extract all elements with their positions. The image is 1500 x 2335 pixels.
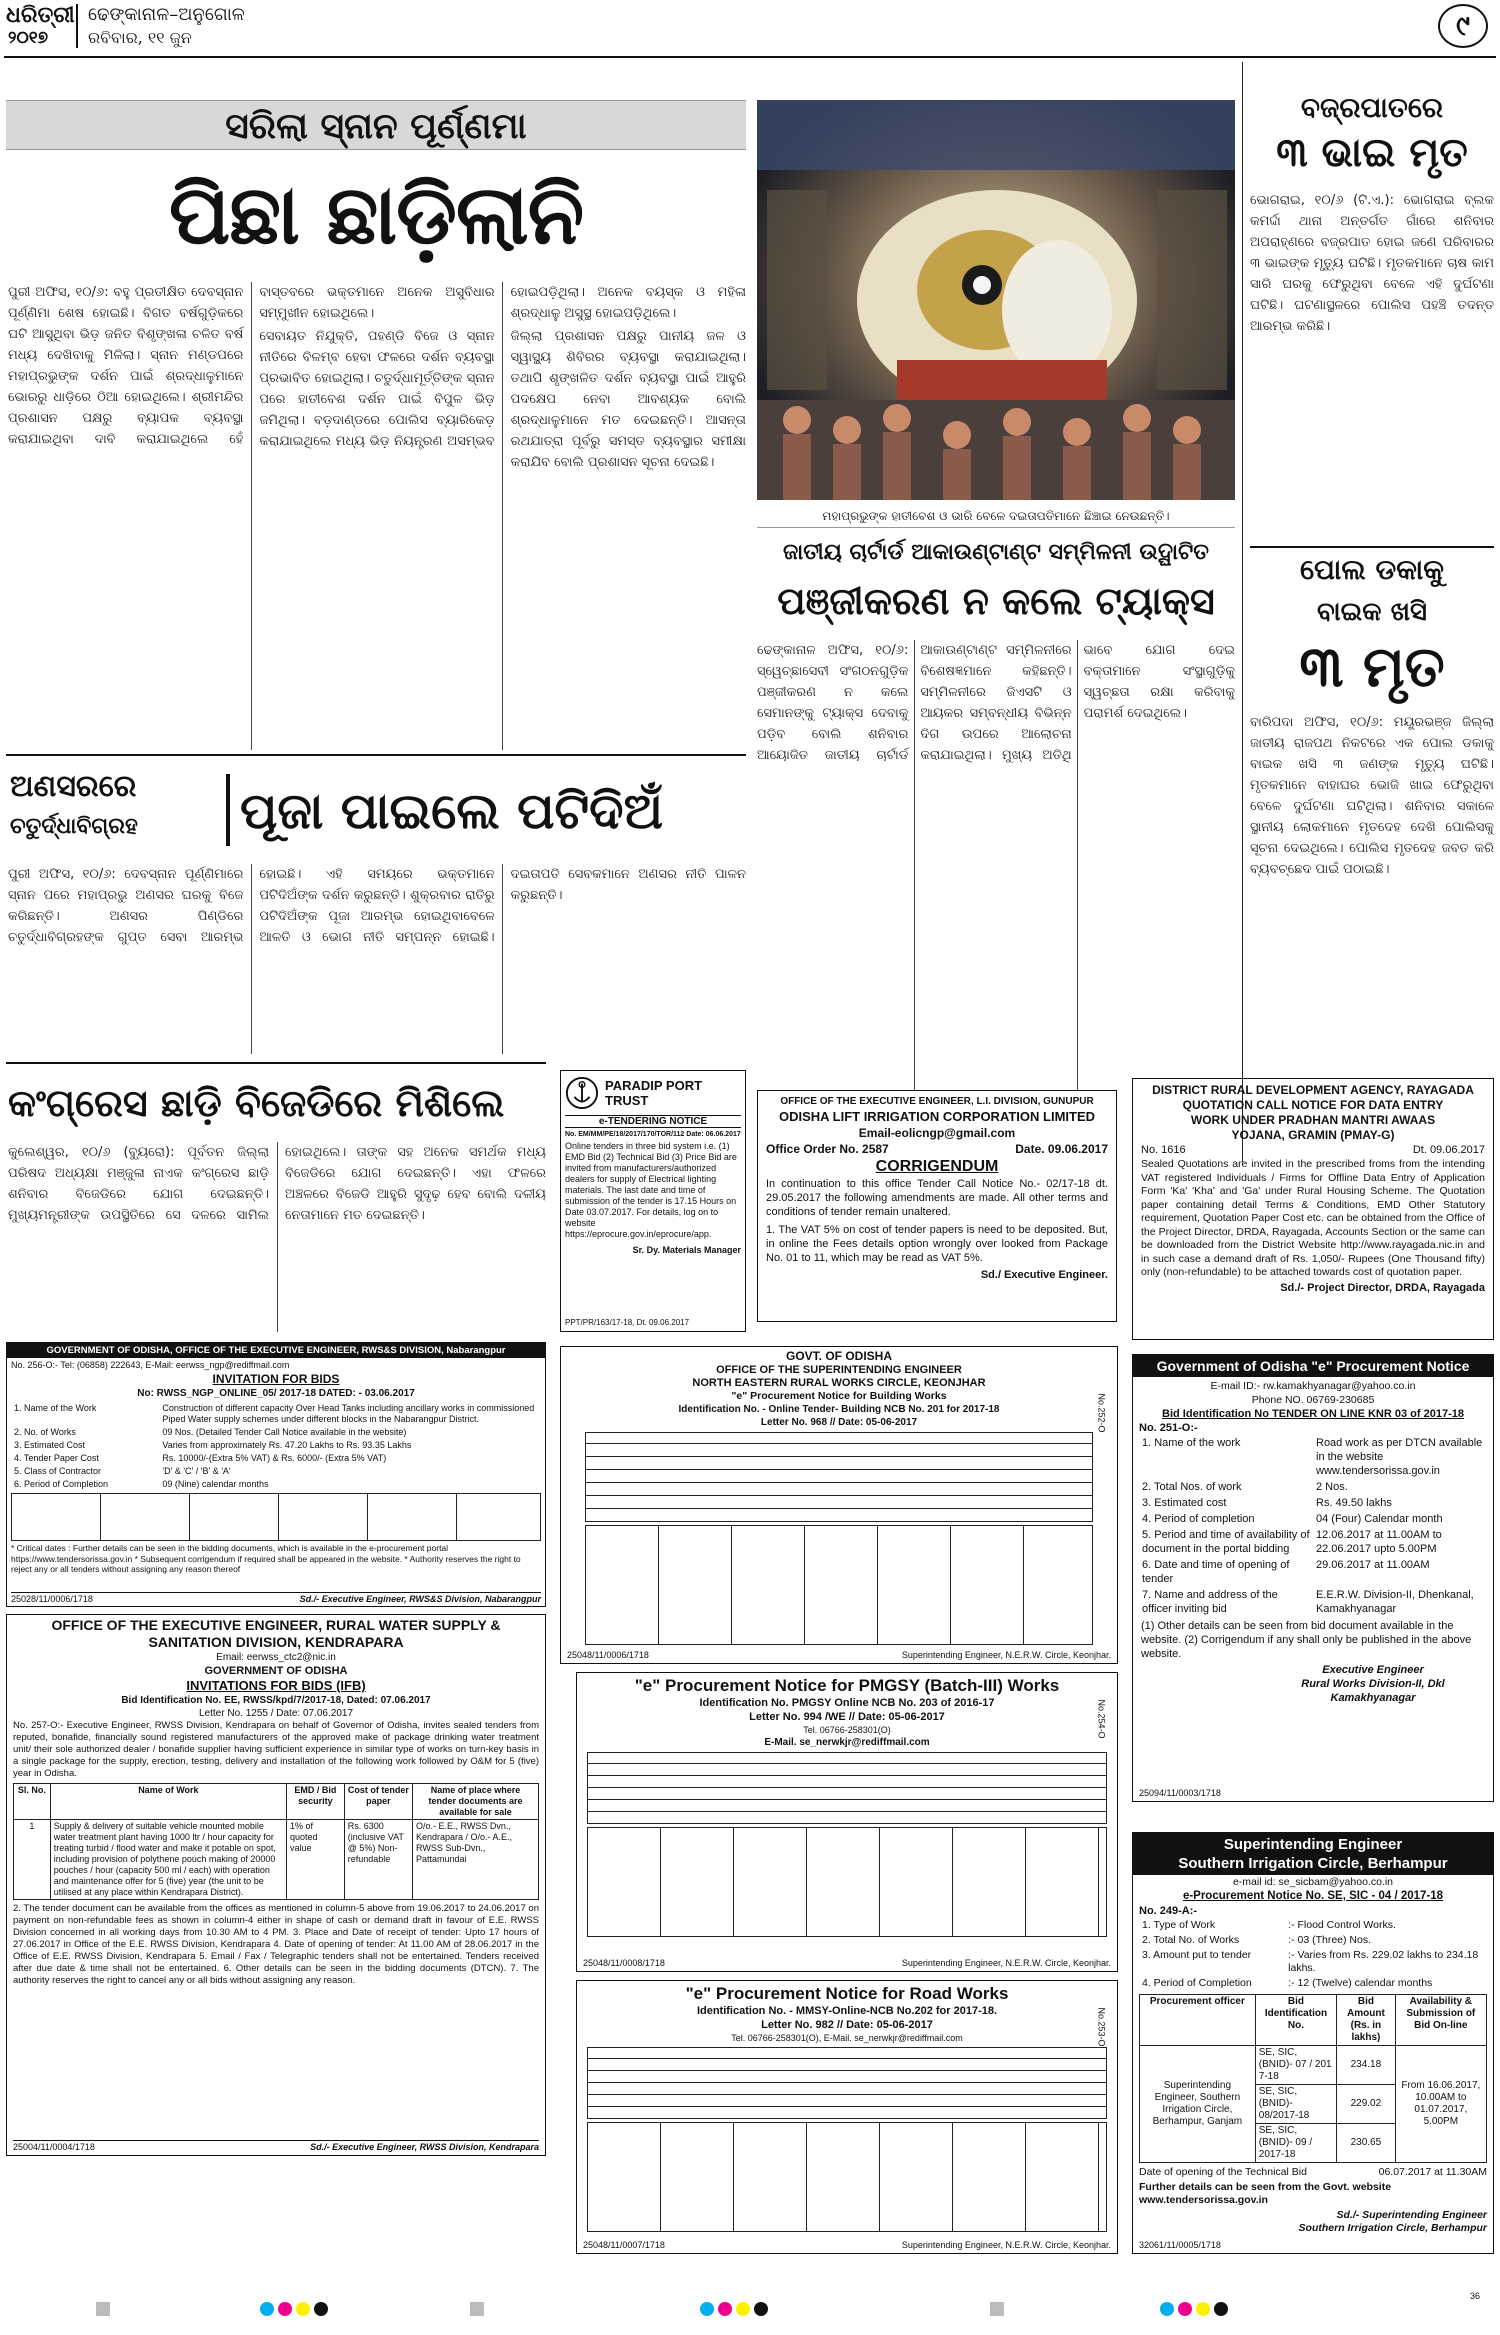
- ad-kamakhyanagar: [1132, 1354, 1494, 1802]
- table-row: [11, 1402, 541, 1426]
- lift-sign: Sd./ Executive Engineer.: [980, 1269, 1108, 1281]
- keonjhar1-side: No.252-O: [1096, 1393, 1107, 1433]
- keonjhar3-tel: Tel. 06766-258301(O), E-Mail. se_nerwkjr@rediffmail.com: [731, 2033, 963, 2043]
- table-row: [11, 1478, 541, 1491]
- rwss-row-label: 6. Period of Completion: [14, 1479, 109, 1489]
- berhampur-col-head: Procurement officer: [1140, 1995, 1256, 2046]
- color-patch: [1178, 2302, 1192, 2316]
- masthead-section: ଢେଙ୍କାନାଳ–ଅନୁଗୋଳ: [88, 4, 245, 25]
- rwss-row-value: 09 Nos. (Detailed Tender Call Notice available in the website): [162, 1427, 407, 1437]
- kamakhya-sign1: Executive Engineer: [1322, 1664, 1424, 1676]
- keonjhar2-title: "e" Procurement Notice for PMGSY (Batch-III) Works: [634, 1676, 1060, 1695]
- kamakhya-phone: Phone NO. 06769-230685: [1251, 1394, 1375, 1406]
- table-row: [1139, 1435, 1487, 1479]
- masthead-year: ୨୦୧୭: [8, 28, 49, 48]
- berhampur-email: e-mail id: se_sicbam@yahoo.co.in: [1232, 1876, 1394, 1888]
- keonjhar1-schedule-grid: [585, 1525, 1093, 1645]
- berhampur-row-value: :- 03 (Three) Nos.: [1288, 1934, 1372, 1946]
- mid-story-kicker: ଜାତୀୟ ଚାର୍ଟାର୍ଡ ଆକାଉଣ୍ଟାଣ୍ଟ ସମ୍ମିଳନୀ ଉଦ୍ଘାଟିତ: [783, 539, 1209, 565]
- color-patch: [314, 2302, 328, 2316]
- lift-date: Date. 09.06.2017: [1015, 1142, 1108, 1156]
- berhampur-bid-amount: 229.02: [1337, 2085, 1395, 2124]
- kendrapara-cell: Rs. 6300 (inclusive VAT @ 5%) Non-refundable: [344, 1820, 412, 1900]
- berhampur-title1: Superintending Engineer: [1223, 1836, 1403, 1853]
- table-row: [11, 1439, 541, 1452]
- rwss-row-value: Construction of different capacity Over Head Tanks including ancillary works in commissioned Piped Water supply schemes under different blocks in the Nabarangpur District.: [162, 1403, 535, 1424]
- rwss-row-value: 09 (Nine) calendar months: [162, 1479, 269, 1489]
- keonjhar1-gov: GOVT. OF ODISHA: [785, 1349, 892, 1363]
- drda-title: DISTRICT RURAL DEVELOPMENT AGENCY, RAYAGADA: [1152, 1083, 1474, 1097]
- registration-strip: [0, 2290, 1500, 2330]
- second-story-headline: ପୂଜା ପାଇଲେ ପଟିଦିଅଁ: [240, 781, 664, 840]
- ad-keonjhar-pmgsy: [576, 1672, 1118, 1972]
- photo-caption: ମହାପ୍ରଭୁଙ୍କ ହାତୀବେଶ ଓ ଭାରି ବେଳେ ଦଇତାପତିମାନେ ଛିଞ୍ଚାଇ ନେଉଛନ୍ତି।: [757, 504, 1235, 528]
- lift-heading: CORRIGENDUM: [875, 1158, 999, 1175]
- kamakhya-row-value: 04 (Four) Calendar month: [1316, 1513, 1443, 1525]
- table-row: [1139, 1587, 1487, 1617]
- berhampur-row-label: 4. Period of Completion: [1142, 1977, 1252, 1989]
- table-row: [1139, 1933, 1487, 1948]
- kamakhya-banner: Government of Odisha "e" Procurement Notice: [1133, 1355, 1493, 1377]
- right-story2-headline-line3: ୩ ମୃତ: [1299, 634, 1445, 700]
- keonjhar3-bid: Identification No. - MMSY-Online-NCB No.202 for 2017-18.: [696, 2005, 998, 2017]
- paradip-sub: e-TENDERING NOTICE: [565, 1115, 741, 1128]
- kamakhya-email: E-mail ID:- rw.kamakhyanagar@yahoo.co.in: [1210, 1380, 1416, 1392]
- rwss-details-table: [11, 1402, 541, 1491]
- keonjhar1-office: OFFICE OF THE SUPERINTENDING ENGINEER: [716, 1364, 962, 1376]
- kamakhya-sign3: Kamakhyanagar: [1330, 1692, 1416, 1704]
- kamakhya-row-label: 6. Date and time of opening of tender: [1142, 1559, 1290, 1585]
- berhampur-col-head: Availability & Submission of Bid On-line: [1395, 1995, 1486, 2046]
- berhampur-row-label: 2. Total No. of Works: [1142, 1934, 1240, 1946]
- keonjhar1-footer-right: Superintending Engineer, N.E.R.W. Circle, Keonjhar.: [901, 1650, 1111, 1660]
- lift-order: Office Order No. 2587: [766, 1142, 889, 1156]
- paradip-title: PARADIP PORT TRUST: [605, 1078, 703, 1108]
- berhampur-row-label: 3. Amount put to tender: [1142, 1949, 1252, 1961]
- rwss-row-value: Rs. 10000/-(Extra 5% VAT) & Rs. 6000/- (Extra 5% VAT): [162, 1453, 387, 1463]
- right-story1-headline: [1250, 88, 1494, 184]
- rwss-footer-left: 25028/11/0006/1718: [11, 1594, 93, 1604]
- lift-para: In continuation to this office Tender Call Notice No.- 02/17-18 dt. 29.05.2017 the following amendments are made. All other terms and conditions of tender remain unaltered.: [766, 1178, 1108, 1218]
- berhampur-sign2: Southern Irrigation Circle, Berhampur: [1298, 2222, 1487, 2234]
- ad-drda-rayagada: [1132, 1078, 1494, 1340]
- second-story-kicker-line1: ଅଣସରରେ: [10, 769, 137, 804]
- keonjhar2-side: No.254-O: [1096, 1699, 1107, 1739]
- color-patch: [278, 2302, 292, 2316]
- keonjhar3-footer-right: Superintending Engineer, N.E.R.W. Circle, Keonjhar.: [901, 2240, 1111, 2250]
- kendrapara-footer-right: Sd./- Executive Engineer, RWSS Division, Kendrapara: [310, 2142, 539, 2152]
- kamakhya-row-value: Road work as per DTCN available in the website www.tendersorissa.gov.in: [1316, 1437, 1483, 1477]
- berhampur-footer: 32061/11/0005/1718: [1139, 2240, 1221, 2250]
- paradip-sign: Sr. Dy. Materials Manager: [632, 1245, 741, 1255]
- table-row: [11, 1452, 541, 1465]
- photo-illustration: [757, 100, 1235, 500]
- keonjhar3-detail-grid: [587, 2047, 1107, 2119]
- rwss-row-value: Varies from approximately Rs. 47.20 Lakhs to Rs. 93.35 Lakhs: [162, 1440, 412, 1450]
- kendrapara-heading: INVITATIONS FOR BIDS (IFB): [186, 1678, 366, 1693]
- berhampur-row-label: 1. Type of Work: [1142, 1919, 1216, 1931]
- color-patch: [296, 2302, 310, 2316]
- kamakhya-row-value: 2 Nos.: [1316, 1481, 1348, 1493]
- kendrapara-footer-left: 25004/11/0004/1718: [13, 2142, 95, 2152]
- berhampur-details-table: [1139, 1918, 1487, 1991]
- table-row: [1139, 1976, 1487, 1991]
- drda-sub3: YOJANA, GRAMIN (PMAY-G): [1231, 1128, 1395, 1142]
- page-number-value: ୯: [1456, 9, 1470, 42]
- berhampur-bid-id: SE, SIC, (BNID)- 09 / 2017-18: [1255, 2124, 1336, 2163]
- table-row: [1139, 1495, 1487, 1511]
- berhampur-notice: e-Procurement Notice No. SE, SIC - 04 / 2017-18: [1182, 1890, 1444, 1902]
- rwss-meta: No. 256-O:- Tel: (06858) 222643, E-Mail: eerwss_ngp@rediffmail.com: [11, 1360, 290, 1370]
- berhampur-bid-amount: 234.18: [1337, 2046, 1395, 2085]
- berhampur-bid-id: SE, SIC, (BNID)- 07 / 201 7-18: [1255, 2046, 1336, 2085]
- second-story-kicker: [10, 766, 220, 856]
- color-patch: [736, 2302, 750, 2316]
- kamakhya-sign2: Rural Works Division-II, Dkl: [1301, 1678, 1445, 1690]
- table-row: [11, 1465, 541, 1478]
- rwss-row-value: 'D' & 'C' / 'B' & 'A': [162, 1466, 231, 1476]
- table-row: [1139, 1948, 1487, 1976]
- kendrapara-email: Email: eerwss_ctc2@nic.in: [216, 1652, 336, 1663]
- kendrapara-col-head: EMD / Bid security: [287, 1784, 345, 1820]
- lead-kicker: [6, 100, 746, 150]
- berhampur-row-value: :- Flood Control Works.: [1288, 1919, 1396, 1931]
- lift-line2: ODISHA LIFT IRRIGATION CORPORATION LIMITED: [778, 1109, 1096, 1124]
- kendrapara-body: No. 257-O:- Executive Engineer, RWSS Division, Kendrapara on behalf of Governor of Odisha, invites sealed tenders from reputed, bonafide, financially sound registered manufacturers of the approved make of package drinking water treatment unit/ their sole authorized dealer / bonafide supplier having sufficient experience in similar type of works on turn-key basis in a single package for the supply, erection, testing, delivery and installation of the following work followed by O&M for 5 (five) year in Odisha.: [13, 1720, 539, 1779]
- second-story-body: ପୁରୀ ଅଫିସ, ୧୦/୬: ଦେବସ୍ନାନ ପୂର୍ଣ୍ଣିମାରେ ସ୍ନାନ ପରେ ମହାପ୍ରଭୁ ଅଣସର ଘରକୁ ବିଜେ କରିଛନ୍ତି। ଅଣସର ପିଣ୍ଡିରେ ଚତୁର୍ଦ୍ଧାବିଗ୍ରହଙ୍କ ଗୁପ୍ତ ସେବା ଆରମ୍ଭ ହୋଇଛି। ଏହି ସମୟରେ ଭକ୍ତମାନେ ପଟିଦିଅଁଙ୍କ ଦର୍ଶନ କରୁଛନ୍ତି। ଶୁକ୍ରବାର ରାତିରୁ ପଟିଦିଅଁଙ୍କ ପୂଜା ଆରମ୍ଭ ହୋଇଥିବାବେଳେ ଆଳତି ଓ ଭୋଗ ନୀତି ସମ୍ପନ୍ନ ହୋଇଛି। ଦଇତାପତି ସେବକମାନେ ଅଣସର ନୀତି ପାଳନ କରୁଛନ୍ତି।: [8, 867, 746, 945]
- color-patch: [470, 2302, 484, 2316]
- kamakhya-row-label: 2. Total Nos. of work: [1142, 1481, 1242, 1493]
- kamakhya-details-table: [1139, 1435, 1487, 1617]
- kendrapara-gov: GOVERNMENT OF ODISHA: [204, 1665, 348, 1677]
- lead-paragraph: ଜିଲ୍ଲା ପ୍ରଶାସନ ପକ୍ଷରୁ ପାନୀୟ ଜଳ ଓ ସ୍ୱାସ୍ଥ୍ୟ ଶିବିରର ବ୍ୟବସ୍ଥା କରାଯାଇଥିଲା। ତଥାପି ଶୃଙ୍ଖଳିତ ଦର୍ଶନ ବ୍ୟବସ୍ଥା ପାଇଁ ଆହୁରି ପଦକ୍ଷେପ ନେବା ଆବଶ୍ୟକ ବୋଲି ଶ୍ରଦ୍ଧାଳୁମାନେ ମତ ଦେଇଛନ୍ତି। ଆସନ୍ତା ରଥଯାତ୍ରା ପୂର୍ବରୁ ସମସ୍ତ ବ୍ୟବସ୍ଥାର ସମୀକ୍ଷା କରାଯିବ ବୋଲି ପ୍ରଶାସନ ସୂଚନା ଦେଇଛି।: [510, 329, 746, 470]
- drda-sub2: WORK UNDER PRADHAN MANTRI AWAAS: [1190, 1113, 1436, 1127]
- second-story-kicker-line2: ଚତୁର୍ଦ୍ଧାବିଗ୍ରହ: [10, 813, 138, 839]
- keonjhar2-bid: Identification No. PMGSY Online NCB No. 203 of 2016-17: [699, 1697, 995, 1709]
- berhampur-row-value: :- 12 (Twelve) calendar months: [1288, 1977, 1433, 1989]
- ad-keonjhar-road: [576, 1980, 1118, 2254]
- table-row: [14, 1820, 539, 1900]
- berhampur-row-value: :- Varies from Rs. 229.02 lakhs to 234.18 lakhs.: [1288, 1949, 1479, 1974]
- keonjhar2-letter: Letter No. 994 /WE // Date: 05-06-2017: [749, 1711, 945, 1723]
- masthead: [0, 0, 1500, 52]
- kendrapara-cell: 1% of quoted value: [287, 1820, 345, 1900]
- kendrapara-title: OFFICE OF THE EXECUTIVE ENGINEER, RURAL WATER SUPPLY & SANITATION DIVISION, KENDRAPARA: [51, 1617, 501, 1650]
- page-number: [1438, 4, 1488, 48]
- kamakhya-row-label: 4. Period of completion: [1142, 1513, 1255, 1525]
- drda-sign: Sd./- Project Director, DRDA, Rayagada: [1280, 1281, 1485, 1294]
- ad-berhampur: [1132, 1832, 1494, 2254]
- color-patch: [260, 2302, 274, 2316]
- keonjhar2-tel: Tel. 06766-258301(O): [803, 1725, 891, 1735]
- keonjhar1-circle: NORTH EASTERN RURAL WORKS CIRCLE, KEONJHAR: [692, 1377, 986, 1389]
- keonjhar1-footer-left: 25048/11/0006/1718: [567, 1650, 649, 1660]
- keonjhar3-schedule-grid: [587, 2122, 1107, 2232]
- keonjhar3-letter: Letter No. 982 // Date: 05-06-2017: [761, 2019, 933, 2031]
- kamakhya-no: No. 251-O:-: [1139, 1422, 1198, 1434]
- kendrapara-notes: 2. The tender document can be available from the offices as mentioned in column-5 above from 19.06.2017 to 24.06.2017 on payment on non-refundable fees as shown in column-4 either in shape of cash or demand draft in favour of E.E. RWSS Division concerned in all working days from 10.30 AM to 4 PM. 3. Place and Date of receipt of tender: Upto 17 hours of 27.06.2017 in Office of the E.E. RWSS Division, Kendrapara 4. Date of opening of tender: At 11.00 AM of 28.06.2017 in the Office of E.E. RWSS Division, Kendrapara 5. Email / Fax / Telegraphic tenders shall not be entertained. Tenders received after due date & time shall not be entertained. 6. Other details can be seen in the bidding documents (DTCN). 7. The authority reserves the right to cancel any or all bids without assigning any reason.: [13, 1903, 539, 1986]
- drda-sub1: QUOTATION CALL NOTICE FOR DATA ENTRY: [1182, 1098, 1444, 1112]
- right-story2-headline-line2: ବାଇକ ଖସି: [1317, 597, 1427, 627]
- keonjhar2-footer-right: Superintending Engineer, N.E.R.W. Circle, Keonjhar.: [901, 1958, 1111, 1968]
- kamakhya-notes: (1) Other details can be seen from bid document available in the website. (2) Corrigendum if any shall only be published in the above website.: [1141, 1620, 1472, 1660]
- table-row: [1139, 1511, 1487, 1527]
- color-patch: [1214, 2302, 1228, 2316]
- kendrapara-cell: O/o.- E.E., RWSS Dvn., Kendrapara / O/o.- A.E., RWSS Sub-Dvn., Pattamundai: [413, 1820, 539, 1900]
- lead-headline: ପିଛା ଛାଡ଼ିଲାନି: [168, 167, 584, 263]
- right-story1-headline-line2: ୩ ଭାଇ ମୃତ: [1276, 129, 1468, 176]
- keonjhar2-detail-grid: [587, 1752, 1107, 1824]
- kendrapara-col-head: Name of place where tender documents are available for sale: [413, 1784, 539, 1820]
- kamakhya-row-value: 12.06.2017 at 11.00AM to 22.06.2017 upto 5.00PM: [1316, 1529, 1442, 1555]
- rwss-row-label: 1. Name of the Work: [14, 1403, 97, 1413]
- lift-item: 1. The VAT 5% on cost of tender papers is need to be deposited. But, in online the Fees details option wrongly over looked from Package No. 01 to 11, which may be read as VAT 5%.: [766, 1224, 1108, 1264]
- berhampur-col-head: Bid Amount (Rs. in lakhs): [1337, 1995, 1395, 2046]
- rwss-footer-right: Sd./- Executive Engineer, RWS&S Division, Nabarangpur: [299, 1594, 541, 1604]
- lead-body: [8, 282, 746, 750]
- ad-rwss-kendrapara: [6, 1614, 546, 2156]
- rwss-heading: INVITATION FOR BIDS: [212, 1372, 340, 1386]
- kendrapara-cell: 1: [14, 1820, 51, 1900]
- keonjhar1-notice: "e" Procurement Notice for Building Works: [731, 1390, 947, 1402]
- lift-email: Email-eolicngp@gmail.com: [858, 1126, 1016, 1140]
- keonjhar1-bid: Identification No. - Online Tender- Building NCB No. 201 for 2017-18: [678, 1404, 1000, 1415]
- table-header-row: [1140, 1995, 1487, 2046]
- lead-photo: [757, 100, 1235, 500]
- mid-story-body: ଢେଙ୍କାନାଳ ଅଫିସ, ୧୦/୬: ସ୍ୱେଚ୍ଛାସେବୀ ସଂଗଠନଗୁଡ଼ିକ ପଞ୍ଜୀକରଣ ନ କଲେ ସେମାନଙ୍କୁ ଟ୍ୟାକ୍ସ ଦେବାକୁ ପଡ଼ିବ ବୋଲି ଶନିବାର ଆୟୋଜିତ ଜାତୀୟ ଚାର୍ଟାର୍ଡ ଆକାଉଣ୍ଟାଣ୍ଟ ସମ୍ମିଳନୀରେ ବିଶେଷଜ୍ଞମାନେ କହିଛନ୍ତି। ସମ୍ମିଳନୀରେ ଜିଏସଟି ଓ ଆୟକର ସମ୍ବନ୍ଧୀୟ ବିଭିନ୍ନ ଦିଗ ଉପରେ ଆଲୋଚନା କରାଯାଇଥିଲା। ମୁଖ୍ୟ ଅତିଥି ଭାବେ ଯୋଗ ଦେଇ ବକ୍ତାମାନେ ସଂସ୍ଥାଗୁଡ଼ିକୁ ସ୍ୱଚ୍ଛତା ରକ୍ଷା କରିବାକୁ ପରାମର୍ଶ ଦେଇଥିଲେ।: [757, 643, 1235, 763]
- kendrapara-col-head: Name of Work: [50, 1784, 286, 1820]
- rwss-row-label: 3. Estimated Cost: [14, 1440, 86, 1450]
- color-patch: [1196, 2302, 1210, 2316]
- drda-no: No. 1616: [1141, 1144, 1186, 1156]
- kendrapara-col-head: Cost of tender paper: [344, 1784, 412, 1820]
- rwss-notes: * Critical dates : Further details can be seen in the bidding documents, which is available in the e-procurement portal https://www.tendersorissa.gov.in * Subsequent corrigendum if required shall be appeared in the website. * Authority reserves the right to reject any or all tenders without assigning any reason thereof: [11, 1543, 521, 1574]
- right-story2-headline: [1250, 546, 1494, 706]
- kendrapara-bid: Bid Identification No. EE, RWSS/kpd/7/2017-18, Dated: 07.06.2017: [121, 1695, 431, 1706]
- keonjhar2-schedule-grid: [587, 1827, 1107, 1937]
- berhampur-officer: Superintending Engineer, Southern Irrigation Circle, Berhampur, Ganjam: [1140, 2046, 1256, 2163]
- kamakhya-row-value: Rs. 49.50 lakhs: [1316, 1497, 1392, 1509]
- kamakhya-row-value: E.E.R.W. Division-II, Dhenkanal, Kamakhyanagar: [1316, 1589, 1474, 1615]
- masthead-logo: ଧରିତ୍ରୀ: [6, 2, 75, 28]
- kamakhya-row-label: 7. Name and address of the officer inviting bid: [1142, 1589, 1278, 1615]
- color-patch: [990, 2302, 1004, 2316]
- anchor-icon: [565, 1075, 599, 1111]
- kamakhya-row-label: 1. Name of the work: [1142, 1437, 1241, 1449]
- kendrapara-table: [13, 1783, 539, 1900]
- berhampur-bid-table: [1139, 1994, 1487, 2163]
- kendrapara-col-head: Sl. No.: [14, 1784, 51, 1820]
- color-patch: [96, 2302, 110, 2316]
- color-patch: [718, 2302, 732, 2316]
- keonjhar1-letter: Letter No. 968 // Date: 05-06-2017: [760, 1417, 918, 1428]
- berhampur-availability: From 16.06.2017, 10.00AM to 01.07.2017, 5.00PM: [1395, 2046, 1486, 2163]
- kamakhya-row-label: 3. Estimated cost: [1142, 1497, 1227, 1509]
- ad-keonjhar-building: [560, 1346, 1118, 1664]
- folio: 36: [1470, 2291, 1481, 2301]
- table-row: [1139, 1557, 1487, 1587]
- berhampur-bid-id: SE, SIC, (BNID)- 08/2017-18: [1255, 2085, 1336, 2124]
- table-row: [1140, 2046, 1487, 2085]
- ad-rwss-nabarangpur: [6, 1342, 546, 1607]
- rwss-row-label: 2. No. of Works: [14, 1427, 76, 1437]
- kamakhya-row-value: 29.06.2017 at 11.00AM: [1316, 1559, 1430, 1571]
- keonjhar1-detail-grid: [585, 1432, 1093, 1522]
- right-story1-body: ଭୋଗରାଇ, ୧୦/୬ (ଟି.ଏ.): ଭୋଗରାଇ ବ୍ଲକ କମର୍ଦ୍ଦା ଥାନା ଅନ୍ତର୍ଗତ ଗାଁରେ ଶନିବାର ଅପରାହ୍ଣରେ ବଜ୍ରପାତ ହୋଇ ଜଣେ ପରିବାରର ୩ ଭାଇଙ୍କ ମୃତ୍ୟୁ ଘଟିଛି। ମୃତକମାନେ ଚାଷ କାମ ସାରି ଘରକୁ ଫେରୁଥିବା ବେଳେ ଏହି ଦୁର୍ଘଟଣା ଘଟିଛି। ଘଟଣାସ୍ଥଳରେ ପୋଲିସ ପହଞ୍ଚି ତଦନ୍ତ ଆରମ୍ଭ କରିଛି।: [1250, 193, 1494, 334]
- table-row: [1139, 1479, 1487, 1495]
- right-story2-body: ବାରିପଦା ଅଫିସ, ୧୦/୬: ମୟୂରଭଞ୍ଜ ଜିଲ୍ଲା ଜାତୀୟ ରାଜପଥ ନିକଟରେ ଏକ ପୋଲ ଡକାକୁ ବାଇକ ଖସି ୩ ଜଣଙ୍କ ମୃତ୍ୟୁ ଘଟିଛି। ମୃତକମାନେ ବାହାଘର ଭୋଜି ଖାଇ ଫେରୁଥିବା ବେଳେ ଦୁର୍ଘଟଣା ଘଟିଥିଲା। ଶନିବାର ସକାଳେ ସ୍ଥାନୀୟ ଲୋକମାନେ ମୃତଦେହ ଦେଖି ପୋଲିସକୁ ସୂଚନା ଦେଇଥିଲେ। ପୋଲିସ ମୃତଦେହ ଜବତ କରି ବ୍ୟବଚ୍ଛେଦ ପାଇଁ ପଠାଇଛି।: [1250, 715, 1494, 877]
- berhampur-web: Further details can be seen from the Govt. website www.tendersorissa.gov.in: [1139, 2181, 1392, 2206]
- rwss-bid: No: RWSS_NGP_ONLINE_05/ 2017-18 DATED: - 03.06.2017: [137, 1388, 415, 1399]
- drda-body: Sealed Quotations are invited in the prescribed froms from the intending VAT registered Individuals / Firms for Offline Data Entry of Application Form 'Ka' 'Kha' and 'Ga' under Rural Housing Scheme. The Quotation paper containing detail Terms & Conditions, EMD Other Statutory requirement, Quotation Paper Cost etc. can be obtained from the Office of the Project Director, DRDA, Rayagada, Accounts Section or the same can be downloaded from the District Website http://www.rayagada.nic.in and in such case a demand draft of Rs. 1,050/- Rupees (One Thousand fifty) only (non-refundable) to be attached towards cost of quotation paper.: [1141, 1158, 1485, 1278]
- berhampur-no: No. 249-A:-: [1139, 1905, 1198, 1917]
- berhampur-opening-value: 06.07.2017 at 11.30AM: [1378, 2166, 1487, 2178]
- paradip-body: Online tenders in three bid system i.e. (1) EMD Bid (2) Technical Bid (3) Price Bid are invited from manufacturers/authorized dealers for supply of Electrical lighting materials. The last date and time of submission of the tender is 17.15 Hours on Date 03.07.2017. For details, log on to website https://eprocure.gov.in/eprocure/app.: [565, 1141, 737, 1239]
- rwss-schedule-grid: [11, 1493, 541, 1541]
- keonjhar3-footer-left: 25048/11/0007/1718: [583, 2240, 665, 2250]
- table-row: [11, 1426, 541, 1439]
- lift-line1: OFFICE OF THE EXECUTIVE ENGINEER, L.I. DIVISION, GUNUPUR: [780, 1096, 1094, 1107]
- color-patch: [1160, 2302, 1174, 2316]
- keonjhar3-side: No.253-O: [1096, 2007, 1107, 2047]
- kamakhya-bid: Bid Identification No TENDER ON LINE KNR 03 of 2017-18: [1162, 1408, 1464, 1420]
- berhampur-opening: Date of opening of the Technical Bid: [1139, 2166, 1307, 2178]
- rwss-row-label: 4. Tender Paper Cost: [14, 1453, 99, 1463]
- paradip-ref: No. EM/MM/PE/18/2017/170/TOR/112 Date: 06.06.2017: [565, 1131, 741, 1138]
- rwss-row-label: 5. Class of Contractor: [14, 1466, 102, 1476]
- paradip-footer: PPT/PR/163/17-18, Dt. 09.06.2017: [565, 1318, 690, 1327]
- right-story1-headline-line1: ବଜ୍ରପାତରେ: [1300, 91, 1444, 124]
- right-story2-headline-line1: ପୋଲ ଡକାକୁ: [1300, 553, 1444, 586]
- rwss-banner: GOVERNMENT OF ODISHA, OFFICE OF THE EXECUTIVE ENGINEER, RWS&S DIVISION, Nabarangpur: [7, 1343, 545, 1358]
- berhampur-col-head: Bid Identification No.: [1255, 1995, 1336, 2046]
- ad-paradip-port: [560, 1070, 746, 1332]
- ad-lift-irrigation: [757, 1090, 1117, 1322]
- table-row: [1139, 1918, 1487, 1933]
- keonjhar2-footer-left: 25048/11/0008/1718: [583, 1958, 665, 1968]
- color-patch: [754, 2302, 768, 2316]
- drda-date: Dt. 09.06.2017: [1412, 1144, 1485, 1156]
- color-patch: [700, 2302, 714, 2316]
- keonjhar3-title: "e" Procurement Notice for Road Works: [685, 1984, 1009, 2003]
- keonjhar2-email: E-Mail. se_nerwkjr@rediffmail.com: [764, 1737, 930, 1748]
- third-story-headline: କଂଗ୍ରେସ ଛାଡ଼ି ବିଜେଡିରେ ମିଶିଲେ: [8, 1080, 505, 1125]
- table-header-row: [14, 1784, 539, 1820]
- lead-paragraph: ପୁରୀ ଅଫିସ, ୧୦/୬: ବହୁ ପ୍ରତୀକ୍ଷିତ ଦେବସ୍ନାନ ପୂର୍ଣ୍ଣିମା ଶେଷ ହୋଇଛି। ବିଗତ ବର୍ଷଗୁଡ଼ିକରେ ଘଟି ଆସୁଥିବା ଭିଡ଼ ଜନିତ ବିଶୃଙ୍ଖଳା ଚଳିତ ବର୍ଷ ମଧ୍ୟ ଦେଖିବାକୁ ମିଳିଲା। ସ୍ନାନ ମଣ୍ଡପରେ ମହାପ୍ରଭୁଙ୍କ ଦର୍ଶନ ପାଇଁ ଶ୍ରଦ୍ଧାଳୁମାନେ ଭୋରରୁ ଧାଡ଼ିରେ ଠିଆ ହୋଇଥିଲେ। ଶ୍ରୀମନ୍ଦିର ପ୍ରଶାସନ ପକ୍ଷରୁ ବ୍ୟାପକ ବ୍ୟବସ୍ଥା କରାଯାଇଥିବା ଦାବି କରାଯାଇଥିଲେ ହେଁ ବାସ୍ତବରେ ଭକ୍ତମାନେ ଅନେକ ଅସୁବିଧାର ସମ୍ମୁଖୀନ ହୋଇଥିଲେ।: [8, 285, 495, 447]
- kamakhya-row-label: 5. Period and time of availability of document in the portal bidding: [1142, 1529, 1310, 1555]
- kamakhya-footer: 25094/11/0003/1718: [1139, 1788, 1221, 1798]
- mid-story-headline: ପଞ୍ଜୀକରଣ ନ କଲେ ଟ୍ୟାକ୍ସ: [777, 578, 1215, 623]
- masthead-date: ରବିବାର, ୧୧ ଜୁନ: [88, 28, 192, 47]
- berhampur-bid-amount: 230.65: [1337, 2124, 1395, 2163]
- lead-paragraph: ସେବାୟତ ନିଯୁକ୍ତି, ପହଣ୍ଡି ବିଜେ ଓ ସ୍ନାନ ନୀତିରେ ବିଳମ୍ବ ହେବା ଫଳରେ ଦର୍ଶନ ବ୍ୟବସ୍ଥା ପ୍ରଭାବିତ ହୋଇଥିଲା। ଚତୁର୍ଦ୍ଧାମୂର୍ତ୍ତିଙ୍କ ସ୍ନାନ ପରେ ହାତୀବେଶ ଦର୍ଶନ ପାଇଁ ବିପୁଳ ଭିଡ଼ ଜମିଥିଲା। ବଡ଼ଦାଣ୍ଡରେ ପୋଲିସ ବ୍ୟାରିକେଡ଼ କରାଯାଇଥିଲେ ମଧ୍ୟ ଭିଡ଼ ନିୟନ୍ତ୍ରଣ ଅସମ୍ଭବ ହୋଇପଡ଼ିଥିଲା। ଅନେକ ବୟସ୍କ ଓ ମହିଳା ଶ୍ରଦ୍ଧାଳୁ ଅସୁସ୍ଥ ହୋଇପଡ଼ିଥିଲେ।: [259, 285, 746, 449]
- berhampur-sign1: Sd./- Superintending Engineer: [1336, 2209, 1487, 2221]
- berhampur-title2: Southern Irrigation Circle, Berhampur: [1178, 1855, 1448, 1872]
- table-row: [1139, 1527, 1487, 1557]
- third-story-body: କୁଲେଶ୍ୱର, ୧୦/୬ (ବ୍ୟୁରୋ): ପୂର୍ବତନ ଜିଲ୍ଲା ପରିଷଦ ଅଧ୍ୟକ୍ଷା ମଞ୍ଜୁଳା ନାଏକ କଂଗ୍ରେସ ଛାଡ଼ି ଶନିବାର ବିଜେଡିରେ ଯୋଗ ଦେଇଛନ୍ତି। ମୁଖ୍ୟମନ୍ତ୍ରୀଙ୍କ ଉପସ୍ଥିତିରେ ସେ ଦଳରେ ସାମିଲ ହୋଇଥିଲେ। ତାଙ୍କ ସହ ଅନେକ ସମର୍ଥକ ମଧ୍ୟ ବିଜେଡିରେ ଯୋଗ ଦେଇଛନ୍ତି। ଏହା ଫଳରେ ଅଞ୍ଚଳରେ ବିଜେଡି ଆହୁରି ସୁଦୃଢ଼ ହେବ ବୋଲି ଦଳୀୟ ନେତାମାନେ ମତ ଦେଇଛନ୍ତି।: [8, 1145, 546, 1223]
- kendrapara-cell: Supply & delivery of suitable vehicle mounted mobile water treatment plant having 1000 ltr / hour capacity for treating turbid / flood water and make it potable on spot, including provision of polythene pouch making of 20000 pouches / hour (capacity 500 ml / each) with operation and maintenance offer for 5 (five) year (the unit to be utilised at any place within Kendrapara District).: [50, 1820, 286, 1900]
- lead-kicker-text: ସରିଲା ସ୍ନାନ ପୂର୍ଣ୍ଣମା: [225, 105, 527, 147]
- kendrapara-letter: Letter No. 1255 / Date: 07.06.2017: [199, 1708, 353, 1719]
